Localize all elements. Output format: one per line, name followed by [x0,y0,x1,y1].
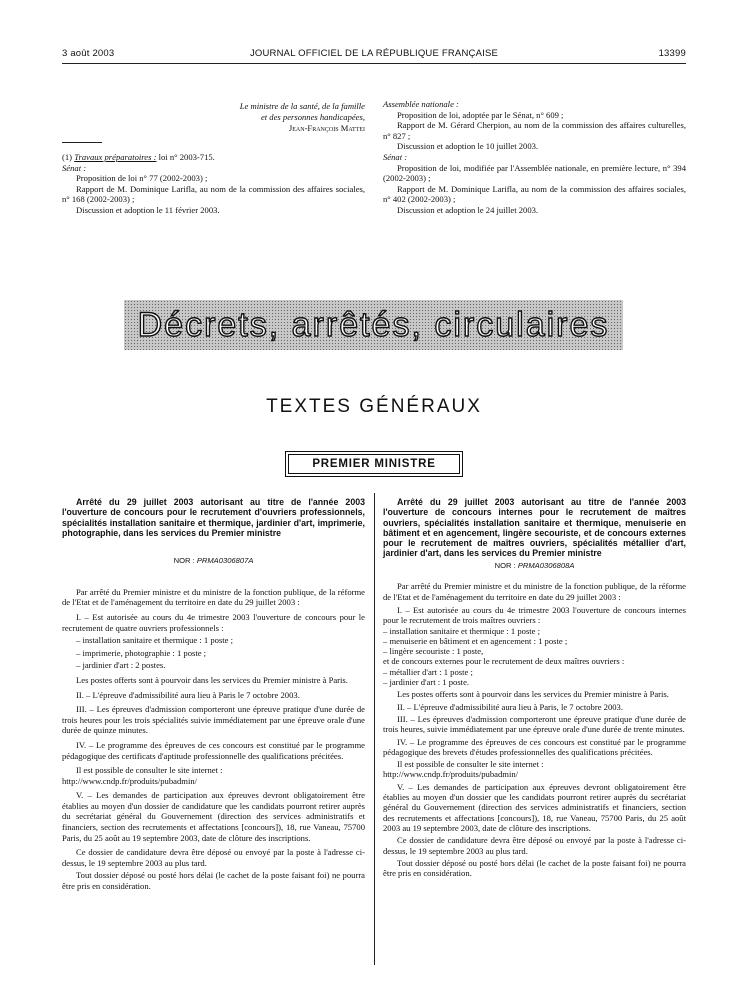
ministry-heading: PREMIER MINISTRE [288,454,460,474]
left-p7: Il est possible de consulter le site internet : [76,765,223,776]
footnote-left-line-3: Discussion et adoption le 11 février 2003. [76,204,220,215]
left-url[interactable]: http://www.cndp.fr/produits/pubadmin/ [62,775,198,786]
footnote-senat-label: Sénat : [62,162,87,173]
right-bullet-1: – installation sanitaire et thermique : 1 poste ; [383,625,541,636]
signature-line-2: et des personnes handicapées, [260,112,365,122]
footnote-right-line-2: Rapport de M. Gérard Cherpion, au nom de la commission des affaires culturelles, n° 827 ; [383,120,686,141]
right-article-title: Arrêté du 29 juillet 2003 autorisant au titre de l'année 2003 l'ouverture de concours internes pour le recrutement de maîtres ouvriers, spécialités installation sanitaire et thermique, menuiserie en bâtiment et en agencement, lingère secouriste, et de concours externes pour le recrutement de maîtres ouvriers, spécialités métallier d'art, jardinier d'art, dans les services du Premier ministre [383,497,686,559]
left-p5: III. – Les épreuves d'admission comporteront une épreuve pratique d'une durée de trois heures pour les trois spécialités suivie immédiatement par une épreuve orale d'une durée de quinze minutes. [62,704,365,736]
footnote-rule [62,142,102,143]
right-p3: Les postes offerts sont à pourvoir dans les services du Premier ministre à Paris. [397,689,669,700]
right-bullet-3: – lingère secouriste : 1 poste, [383,646,484,657]
right-p2: I. – Est autorisée au cours du 4e trimestre 2003 l'ouverture de concours internes pour le recrutement de trois maîtres ouvriers : [383,604,686,626]
right-p2b: et de concours externes pour le recrutement de deux maîtres ouvriers : [383,656,625,667]
header-page-number: 13399 [658,48,686,59]
right-p8: V. – Les demandes de participation aux épreuves devront obligatoirement être établies au moyen d'un dossier que les candidats pourront retirer auprès du secrétariat général du Gouvernement (direction des services administratifs et financiers, section des recrutements et affectations [concours]), 18, rue Vaneau, 75700 Paris, du 25 août 2003 au 19 septembre 2003, date de clôture des inscriptions. [383,781,686,833]
section-band-title: Décrets, arrêtés, circulaires [137,306,610,344]
right-article [383,497,686,878]
right-bullet-4: – métallier d'art : 1 poste ; [383,666,473,677]
footnote-right-line-1: Proposition de loi, adoptée par le Sénat, n° 609 ; [397,109,564,120]
footnote-prep-label: Travaux préparatoires : [74,152,157,162]
header-date: 3 août 2003 [62,48,115,59]
right-url[interactable]: http://www.cndp.fr/produits/pubadmin/ [383,769,519,780]
footnote-right-line-3: Discussion et adoption le 10 juillet 2003. [397,141,539,152]
left-p8: V. – Les demandes de participation aux épreuves devront obligatoirement être établies au moyen d'un dossier de candidature que les candidats pourront retirer auprès du secrétariat général du Gouvernement (direction des services administratifs et financiers, section des recrutements et affectations [concours]), 18, rue Vaneau, 75700 Paris, du 25 août au 19 septembre 2003, date de clôture des inscriptions. [62,790,365,843]
left-p10: Tout dossier déposé ou posté hors délai (le cachet de la poste faisant foi) ne pourra être pris en considération. [62,870,365,892]
footnote-right-line-4: Proposition de loi, modifiée par l'Assemblée nationale, en première lecture, n° 394 (2002-2003) ; [383,162,686,184]
footnote-left-line-2: Rapport de M. Dominique Larifla, au nom de la commission des affaires sociales, n° 168 (2002-2003) ; [62,183,365,205]
right-p7: Il est possible de consulter le site internet : [397,759,544,770]
left-article [62,497,365,892]
right-p10: Tout dossier déposé ou posté hors délai (le cachet de la poste faisant foi) ne pourra être pris en considération. [383,857,686,879]
right-article-nor: NOR : PRMA0306808A [494,560,575,570]
footnote-right-line-6: Discussion et adoption le 24 juillet 2003. [397,204,539,215]
right-bullet-2: – menuiserie en bâtiment et en agencement : 1 poste ; [383,635,568,646]
column-divider [374,493,375,965]
footnote-left-line-1: Proposition de loi n° 77 (2002-2003) ; [76,173,208,184]
left-p4: II. – L'épreuve d'admissibilité aura lieu à Paris le 7 octobre 2003. [76,689,300,700]
left-article-title: Arrêté du 29 juillet 2003 autorisant au titre de l'année 2003 l'ouverture de concours pour le recrutement d'ouvriers professionnels, spécialités installation sanitaire et thermique, jardinier d'art, imprimerie, photographie, dans les services du Premier ministre [62,497,365,538]
footnote-law: loi n° 2003-715. [156,152,215,162]
signature-name: Jean-François Mattei [288,123,365,133]
right-p6: IV. – Le programme des épreuves de ces concours est constitué par le programme pédagogique des brevets d'études professionnelles des qualifications précitées. [383,736,686,757]
left-p6: IV. – Le programme des épreuves de ces concours est constitué par le programme pédagogique des certificats d'aptitude professionnelle des qualifications précitées. [62,739,365,761]
footnote-senat-label-2: Sénat : [383,151,408,162]
left-bullet-3: – jardinier d'art : 2 postes. [76,660,166,671]
footnote-right-line-5: Rapport de M. Dominique Larifla, au nom de la commission des affaires sociales, n° 402 (2002-2003) ; [383,183,686,205]
right-p4: II. – L'épreuve d'admissibilité aura lieu à Paris, le 7 octobre 2003. [397,701,623,712]
footnote-right [383,99,686,216]
footnote-ref: (1) [62,152,73,162]
left-bullet-1: – installation sanitaire et thermique : 1 poste ; [76,635,234,646]
left-p1: Par arrêté du Premier ministre et du ministre de la fonction publique, de la réforme de l'Etat et de l'aménagement du territoire en date du 29 juillet 2003 : [62,586,365,608]
footnote-an-label: Assemblée nationale : [383,99,459,109]
left-p3: Les postes offerts sont à pourvoir dans les services du Premier ministre à Paris. [76,674,348,685]
signature-line-1: Le ministre de la santé, de la famille [239,101,365,111]
left-article-nor: NOR : PRMA0306807A [173,556,254,566]
right-p9: Ce dossier de candidature devra être déposé ou envoyé par la poste à l'adresse ci-dessus, le 19 septembre 2003 au plus tard. [383,835,686,856]
header-journal-title: JOURNAL OFFICIEL DE LA RÉPUBLIQUE FRANÇAISE [249,48,499,59]
header-rule [62,63,686,64]
left-p9: Ce dossier de candidature devra être déposé ou envoyé par la poste à l'adresse ci-dessus, le 19 septembre 2003 au plus tard. [62,847,365,868]
right-p5: III. – Les épreuves d'admission comporteront une épreuve pratique d'une durée de trois heures, suivie immédiatement par une épreuve orale d'une durée de trente minutes. [383,713,686,735]
left-bullet-2: – imprimerie, photographie : 1 poste ; [76,647,207,658]
right-p1: Par arrêté du Premier ministre et du ministre de la fonction publique, de la réforme de l'Etat et de l'aménagement du territoire en date du 29 juillet 2003 : [383,581,686,602]
left-p2: I. – Est autorisée au cours du 4e trimestre 2003 l'ouverture de concours pour le recrutement de quatre ouvriers professionnels : [62,611,365,633]
footnote-left [62,152,365,216]
section-title: TEXTES GÉNÉRAUX [266,396,482,417]
right-bullet-5: – jardinier d'art : 1 poste. [383,677,470,688]
